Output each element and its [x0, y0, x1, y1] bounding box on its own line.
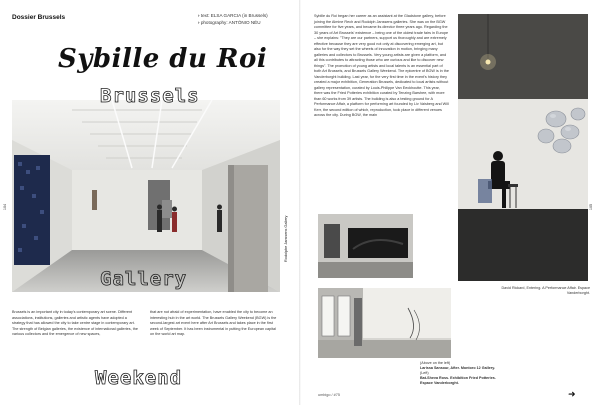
arrow-right-icon: › — [198, 13, 201, 18]
painting-illustration — [318, 214, 413, 278]
windows-photo — [318, 288, 451, 358]
body-text-right: Sybille du Roi began her career as an assistant at the Gladstone gallery, before joining the Almine Rech and Rodolph Janssens galleries. She was on the BGW committee for five years, and became its director three years ago. Regarding the 30 years of Art Brussels' existence – being one of the oldest trade fairs in Europe – she explains: "They are our partners, support us thoroughly and are extremely effective because they are very good not only at discovering emerging art, but also for the way they set the wheels of innovation in motion, bringing many galleries and collectors to Brussels. Very young artists are given a platform, and all this contributes to attracting those who are curious and like to discover new things". The promotion of young artists and local talents is an essential part of both Art Brussels, and Brussels Gallery Weekend. The epicentre of BGW is in the Vanderborght building. Last year, for the very first time in the event's history they created a major exhibition, Generation Brussels, dedicated to local artists without gallery representation, curated by Louis-Philippe Van Eeckhoutte. This year, there was the Fried Potteries exhibition curated by Tenzing Barshee, with more than 60 works from 39 artists. The building is also a testing ground for A Performance Affair, a platform for performing art founded by Liv Vaisberg and Will Kerr, the second edition of which, reproduction, took place in different venues across the city. During BGW, the main — [314, 14, 449, 117]
performance-photo — [458, 14, 588, 281]
folio-right: 105 — [589, 203, 594, 211]
section-label: Dossier Brussels — [12, 14, 66, 21]
credits-block — [198, 12, 298, 26]
caption-performance: David Rickard, Entering. A Performance Affair. Espace Vanderborght. — [501, 286, 590, 295]
text-credit-label: text: ELSA GARCIA (in Brussels) — [200, 13, 268, 18]
arrow-right-icon: › — [198, 20, 201, 25]
photo-credit-label: photography: ANTÓNIO NÉU — [200, 20, 261, 25]
text-credit — [198, 12, 298, 19]
footer-issue: umbigo / #75 — [318, 393, 340, 397]
page-title: Sybille du Roi — [58, 44, 268, 74]
caption-line: Espace Vanderborght. — [420, 381, 459, 385]
photo-credit-vertical: Rodolphe Janssens Gallery — [284, 215, 288, 262]
page-spine — [299, 0, 301, 405]
outline-word-gallery: Gallery — [100, 268, 188, 290]
gallery-interior-illustration — [12, 100, 280, 292]
performance-illustration — [458, 14, 588, 281]
body-text-left-col1: Brussels is an important city in today's contemporary art scene. Different associations, institutions, galleries and artistic agents have adopted a strategy that has allowed the city to take centre stage in contemporary art. The strength of Belgian galleries, the existence of international galleries, the various collectors and the emergence of new spaces, — [12, 310, 138, 336]
caption-line: Larissa Sansour, After. Montoro 12 Gallery. — [420, 366, 496, 370]
painting-photo — [318, 214, 413, 278]
gallery-photo — [12, 100, 280, 292]
windows-room-illustration — [318, 288, 451, 358]
next-page-arrow-icon[interactable]: ➜ — [568, 389, 576, 399]
body-text-left-col2: that are not afraid of experimentation, have enabled the city to become an interesting hub in the art world. The Brussels Gallery Weekend (BGW) is the second-largest art event here after Art Brussels and takes place in the first week of September. It has been instrumental in putting the European capital on the world art map. — [150, 310, 277, 336]
caption-lower — [420, 361, 510, 386]
folio-left: 104 — [3, 203, 8, 211]
caption-line: Bat-Sheva Ross. Exhibition Fried Potteries. — [420, 376, 496, 380]
caption-line: (Above on the left) — [420, 361, 451, 365]
outline-word-weekend: Weekend — [95, 367, 183, 389]
photo-credit — [198, 19, 298, 26]
caption-line: (Left) — [420, 371, 429, 375]
outline-word-brussels: Brussels — [100, 85, 200, 107]
